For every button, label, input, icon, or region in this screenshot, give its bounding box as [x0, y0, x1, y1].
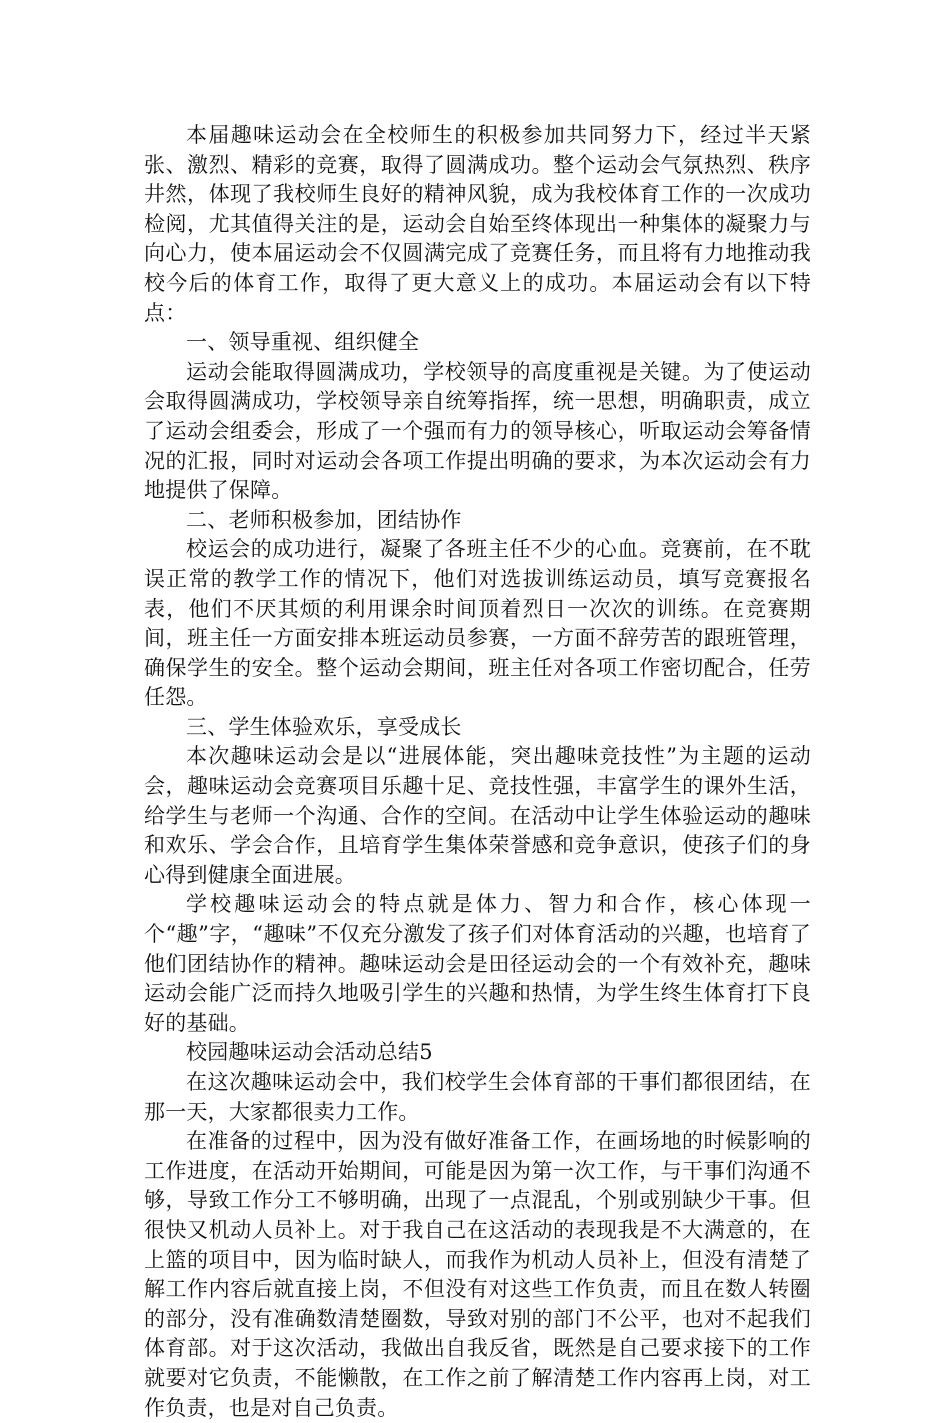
section-heading-3: 三、学生体验欢乐，享受成长 — [186, 714, 462, 739]
paragraph-reflection: 在准备的过程中，因为没有做好准备工作，在画场地的时候影响的工作进度，在活动开始期间，可能是因为第一次工作，与干事们沟通不够，导致工作分工不够明确，出现了一点混乱，个别或别缺少干事。但很快又机动人员补上。对于我自己在这活动的表现我是不大满意的，在上篮的项目中，因为临时缺人，而我作为机动人员补上，但没有清楚了解工作内容后就直接上岗，不但没有对这些工作负责，而且在数人转圈的部分，没有准确数清楚圈数，导致对别的部门不公平，也对不起我们体育部。对于这次活动，我做出自我反省，既然是自己要求接下的工作就要对它负责，不能懒散，在工作之前了解清楚工作内容再上岗，对工作负责，也是对自己负责。 — [144, 1129, 811, 1420]
paragraph-teachers: 校运会的成功进行，凝聚了各班主任不少的心血。竞赛前，在不耽误正常的教学工作的情况下，他们对选拔训练运动员，填写竞赛报名表，他们不厌其烦的利用课余时间顶着烈日一次次的训练。在竞赛期间，班主任一方面安排本班运动员参赛，一方面不辞劳苦的跟班管理，确保学生的安全。整个运动会期间，班主任对各项工作密切配合，任劳任怨。 — [144, 537, 811, 710]
section-title-summary-5: 校园趣味运动会活动总结5 — [186, 1040, 433, 1065]
section-heading-2: 二、老师积极参加，团结协作 — [186, 507, 462, 532]
paragraph-sports-dept: 在这次趣味运动会中，我们校学生会体育部的干事们都很团结，在那一天，大家都很卖力工作。 — [144, 1070, 811, 1124]
paragraph-intro: 本届趣味运动会在全校师生的积极参加共同努力下，经过半天紧张、激烈、精彩的竞赛，取得了圆满成功。整个运动会气氛热烈、秩序井然，体现了我校师生良好的精神风貌，成为我校体育工作的一次成功检阅，尤其值得关注的是，运动会自始至终体现出一种集体的凝聚力与向心力，使本届运动会不仅圆满完成了竞赛任务，而且将有力地推动我校今后的体育工作，取得了更大意义上的成功。本届运动会有以下特点： — [144, 123, 811, 325]
paragraph-students: 本次趣味运动会是以“进展体能，突出趣味竞技性”为主题的运动会，趣味运动会竞赛项目乐趣十足、竞技性强，丰富学生的课外生活，给学生与老师一个沟通、合作的空间。在活动中让学生体验运动的趣味和欢乐、学会合作，且培育学生集体荣誉感和竞争意识，使孩子们的身心得到健康全面进展。 — [144, 744, 811, 887]
document-page — [144, 121, 811, 1423]
section-heading-1: 一、领导重视、组织健全 — [186, 330, 420, 355]
paragraph-features: 学校趣味运动会的特点就是体力、智力和合作，核心体现一个“趣”字，“趣味”不仅充分激发了孩子们对体育活动的兴趣，也培育了他们团结协作的精神。趣味运动会是田径运动会的一个有效补充，趣味运动会能广泛而持久地吸引学生的兴趣和热情，为学生终生体育打下良好的基础。 — [144, 892, 811, 1035]
paragraph-leadership: 运动会能取得圆满成功，学校领导的高度重视是关键。为了使运动会取得圆满成功，学校领导亲自统筹指挥，统一思想，明确职责，成立了运动会组委会，形成了一个强而有力的领导核心，听取运动会筹备情况的汇报，同时对运动会各项工作提出明确的要求，为本次运动会有力地提供了保障。 — [144, 359, 811, 503]
